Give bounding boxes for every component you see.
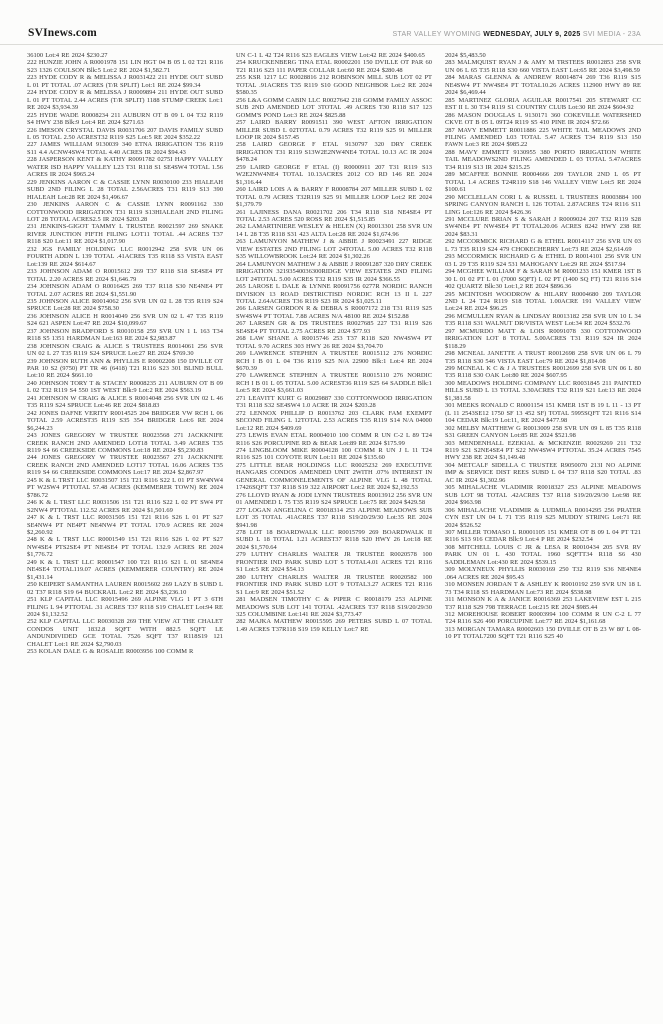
notice-entry: 268 LAW SHANE A R0015746 253 T37 R118 S20 NW4SW4 PT TOTAL 9.70 ACRES 303 HWY 26 RE 2024 $3,704.70 — [236, 335, 432, 350]
notice-entry: 263 LAMUNYON MATHEW J & ABBIE J R0023491 227 RIDGE VIEW ESTATES 2ND FILING LOT 24TOTAL 5.00 ACRES T32 R118 S35 WILLOWBROOK Lot:24 RE 2024 $1,302.26 — [236, 238, 432, 261]
notice-entry: 310 MONSEN JORDAN T & ASHLEY K R0010192 259 SVR UN 18 L 73 T34 R118 S5 HARDMAN Lot:73 RE 2024 $538.98 — [445, 581, 641, 596]
notice-entry: 242 JONES DAFNE VERITY R0014525 204 BRIDGER VW RCH L 06 TOTAL 2.59 ACREST35 R119 S35 354 BRIDGER Lot:6 RE 2024 $6,244.23 — [27, 409, 223, 432]
notice-entry: 292 MCCORMICK RICHARD G & ETHEL R0014117 256 SVR UN 03 L 73 T35 R119 S24 479 CHOKECHERRY Lot:73 RE 2024 $2,614.69 — [445, 238, 641, 253]
notice-entry: 274 LINGBLOOM MIKE R0004128 100 COMM R UN J L 11 T24 R116 S25 101 COYOTE RUN Lot:11 RE 2024 $135.60 — [236, 447, 432, 462]
notice-entry: 269 LAWRENCE STEPHEN A TRUSTEE R0015112 276 NORDIC RCH I B 01 L 04 T36 R119 S25 N/A 22900 Blk:1 Lot:4 RE 2024 $670.39 — [236, 350, 432, 373]
notice-entry: 277 LOGAN ANGELINA C R0018314 253 ALPINE MEADOWS SUB LOT 35 TOTAL .41ACRES T37 R118 S19/20/29/30 Lot:35 RE 2024 $941.98 — [236, 506, 432, 529]
masthead — [28, 27, 641, 39]
notice-entry: 288 MAVY EMMETT 9130955 380 PORTO IRRIGATION WHITE TAIL MEADOWS2ND FILING AMENDED L 03 TOTAL 5.47ACRES T34 R119 S13 IR 2024 $215.25 — [445, 148, 641, 171]
site-name: SVInews.com — [28, 27, 97, 39]
notice-entry: 250 KEIPERT SAMANTHA LAUREN R0015602 269 LAZY B SUBD L 02 T37 R118 S19 64 BUCKRAIL Lot:2 RE 2024 $3,236.10 — [27, 581, 223, 596]
notice-entry: 278 LOT 18 BOARDWALK LLC R0015799 269 BOARDWALK II SUBD L 18 TOTAL 1.21 ACREST37 R118 S20 HWY 26 Lot:18 RE 2024 $1,570.64 — [236, 529, 432, 551]
notice-entry: 272 LENNOX PHILLIP D R0013762 203 CLARK FAM EXEMPT SECOND FILING L 12TOTAL 2.53 ACRES T35 R119 S14 N/A 04000 Lot:12 RE 2024 $409.69 — [236, 409, 432, 432]
notice-entry: 299 MCNEAL K C & J A TRUSTEES R0012699 258 SVR UN 06 L 80 T35 R118 S30 OAK Lot:80 RE 2024 $607.95 — [445, 365, 641, 380]
notice-entry: 267 LARSEN GR & DS TRUSTEES R0027685 227 T31 R119 S26 SE4SE4 PT TOTAL 2.75 ACRES RE 2024 $77.93 — [236, 320, 432, 335]
notice-entry: UN C-1 L 42 T24 R116 S23 EAGLES VIEW Lot:42 RE 2024 $400.65 — [236, 52, 425, 59]
legal-notices — [27, 52, 641, 982]
notice-entry: 298 MCNEAL JANETTE A TRUST R0012698 258 SVR UN 06 L 79 T35 R118 S30 546 VISTA EAST Lot:79 RE 2024 $1,814.08 — [445, 350, 641, 365]
header-divider — [0, 44, 663, 45]
notices-column-3 — [445, 52, 641, 982]
notice-entry: 245 K & L TRST LLC R0031507 151 T21 R116 S22 L 01 PT SW4NW4 PT W2SW4 PTTOTAL 57.48 ACRES (KEMMERER TOWN) RE 2024 $786.72 — [27, 476, 223, 499]
notice-entry: 264 LAMUNYON MATHEW J & ABBIE J R0091287 320 DRY CREEK IRRIGATION 32193540036300RIDGE VIEW ESTATES 2ND FILING LOT 24TOTAL 5.00 ACRES T32 R119 S35 IR 2024 $366.55 — [236, 260, 432, 283]
notice-entry: 291 MCCLURE BRIAN S & SARAH J R0009024 207 T32 R119 S28 SW4NE4 PT NW4SE4 PT TOTAL20.06 ACRES 8242 HWY 238 RE 2024 $83.31 — [445, 215, 641, 238]
notice-entry: 287 MAVY EMMETT R0011886 225 WHITE TAIL MEADOWS 2ND FILING AMENDED L03 TOTAL 5.47 ACRES T34 R119 S13 150 FAWN Lot:3 RE 2024 $985.22 — [445, 126, 641, 149]
notice-entry: 307 MILLER TOMASO L R0001105 151 KMER OT B 09 L 04 PT T21 R116 S13 916 CEDAR Blk:9 Lot:4 P RE 2024 $232.54 — [445, 529, 641, 544]
notice-entry: 266 LARSEN GORDON R & DEBRA S R0007172 218 T31 R119 S25 SW4SW4 PT TOTAL 7.88 ACRES N/A 48100 RE 2024 $152.88 — [236, 305, 432, 320]
notice-entry: 239 JOHNSON RUTH ANN & PHYLLIS E R0002208 150 DVILLE OT PAR 10 S2 (9750) PT TR 46 (6418) T21 R116 S23 301 BLIND BULL Lot:10 RE 2024 $661.10 — [27, 357, 223, 380]
notice-entry: 293 MCCORMICK RICHARD G & ETHEL D R0014101 256 SVR UN 03 L 29 T35 R119 S24 531 MAHOGANY Lot:29 RE 2024 $517.94 — [445, 253, 641, 268]
publication-location: STAR VALLEY WYOMING — [392, 31, 481, 38]
notice-entry: 230 JENKINS AARON C & CASSIE LYNN R0091162 330 COTTONWOOD IRRIGATION T31 R119 S13HIALEAH 2ND FILING LOT 28 TOTAL ACRES2.5 IR 2024 $203.28 — [27, 201, 223, 223]
notice-entry: 225 HYDE WADE R0008234 211 AUBURN OT B 09 L 04 T32 R119 S4 HWY 238 Blk:9 Lot:4 RE 2024 $271.63 — [27, 111, 223, 127]
notice-entry: 285 MARTINEZ GLORIA AGUILAR R0017541 205 STEWART CC EST II L 30 T34 R119 S1 COUNTRY CLUB Lot:30 RE 2024 $604.92 — [445, 96, 641, 112]
notice-entry: 234 JOHNSON ADAM O R0016425 269 T37 R118 S30 NE4NE4 PT TOTAL 2.07 ACRES RE 2024 $1,551.90 — [27, 283, 223, 298]
notice-entry: 246 K & L TRST LLC R0031506 151 T21 R116 S22 L 02 PT SW4 PT S2NW4 PTTOTAL 112.52 ACRES RE 2024 $1,501.69 — [27, 499, 223, 514]
notice-entry: 241 JOHNSON W CRAIG & ALICE S R0014048 256 SVR UN 02 L 46 T35 R119 S24 SPRUCE Lot:46 RE 2024 $818.83 — [27, 394, 223, 410]
notice-entry: 261 LAJINESS DANA R0021702 206 T34 R118 S18 NE4SE4 PT TOTAL 2.53 ACRES 520 ROSS RE 2024 $1,515.85 — [236, 208, 432, 223]
notice-entry: 303 MENDENHALL EZEKIAL & MCKENZIE R0029269 211 T32 R119 S21 S2NE4SE4 PT S22 NW4SW4 PTTOTAL 35.24 ACRES 7545 HWY 238 RE 2024 $1,149.48 — [445, 439, 641, 462]
notice-entry: 282 MAJKA MATHEW R0015595 269 PETERS SUBD L 07 TOTAL 1.49 ACRES T37R118 S19 159 KELLY Lot:7 RE — [236, 618, 432, 633]
publication-date: WEDNESDAY, JULY 9, 2025 — [483, 31, 581, 38]
notice-entry: 294 MCGHEE WILLIAM F & SARAH M R0001233 151 KMER 1ST B 30 L 01 02 PT L 01 (7000 SQFT) L 02 PT (1400 SQ FT) T21 R116 S14 402 QUARTZ Blk:30 Lot:1,2 RE 2024 $896.36 — [445, 268, 641, 291]
notice-entry: 306 MIHALACHE VLADIMIR & LUDMILA R0014295 256 PRATER CYN EST UN 04 L 71 T35 R119 S25 MUDDY STRING Lot:71 RE 2024 $526.52 — [445, 506, 641, 529]
publication-line — [392, 31, 641, 38]
notice-entry: 227 JAMES WILLIAM 9130039 340 ETNA IRRIGATION T36 R119 S11 4.4 ACNW4SW4 TOTAL 4.40 ACRES IR 2024 $94.43 — [27, 141, 223, 156]
notice-entry: 257 LAIRD BARRY R0091511 390 WEST AFTON IRRIGATION MILLER SUBD L 02TOTAL 0.79 ACRES T32 R119 S25 91 MILLER LOOP IR 2024 $157.45 — [236, 119, 432, 141]
notice-entry: 2024 $5,483.50 — [445, 52, 486, 59]
notice-entry: 240 JOHNSON TORY T & STACEY R0008235 211 AUBURN OT B 09 L 02 T32 R119 S4 550 1ST WEST Blk:9 Lot:2 RE 2024 $563.19 — [27, 379, 223, 395]
notice-entry: 36100 Lot:4 RE 2024 $230.27 — [27, 52, 108, 59]
notice-entry: 251 KLP CAPITAL LLC R0015496 269 ALPINE VLG 1 PT 3 6TH FILING L 94 PTTOTAL .31 ACRES T37 R118 S19 CHALET Lot:94 RE 2024 $1,132.52 — [27, 596, 223, 618]
notice-entry: 289 MCAFFEE BONNIE R0004666 209 TAYLOR 2ND L 05 PT TOTAL 1.4 ACRES T24R119 S18 146 VALLEY VIEW Lot:5 RE 2024 $100.61 — [445, 171, 641, 194]
notice-entry: 309 MOLYNEUX PHYLLIS R0030169 250 T32 R119 S36 NE4NE4 .064 ACRES RE 2024 $95.43 — [445, 566, 641, 581]
notice-entry: 224 HYDE CODY R & MELISSA J R0009894 211 HYDE OUT SUBD L 01 PT TOTAL 2.44 ACRES (T/R SPLIT) 1188 STUMP CREEK Lot:1 RE 2024 $3,934.39 — [27, 89, 223, 112]
notice-entry: 284 MARAS GLENNA & ANDREW R0014874 269 T36 R119 S15 NE4SW4 PT NW4SE4 PT TOTAL10.26 ACRES 112900 HWY 89 RE 2024 $6,469.44 — [445, 74, 641, 97]
notice-entry: 235 JOHNSON ALICE R0014062 256 SVR UN 02 L 28 T35 R119 S24 SPRUCE Lot:28 RE 2024 $758.30 — [27, 297, 223, 313]
notice-entry: 295 MCINTOSH WOODROW & HILARY R0004680 209 TAYLOR 2ND L 24 T24 R119 S18 TOTAL 1.00ACRE 191 VALLEY VIEW Lot:24 RE 2024 $96.25 — [445, 290, 641, 313]
notice-entry: 290 MCCLELLAN CORI L & RUSSEL L TRUSTEES R0003884 100 SPRING CANYON RANCH L 126 TOTAL 2.87ACRES T24 R116 S11 LING Lot:126 RE 2024 $426.36 — [445, 193, 641, 216]
notice-entry: 258 LAIRD GEORGE F ETAL 9130797 320 DRY CREEK IRRIGATION T31 R119 S13W2E2NW4NE4 TOTAL 10.13 AC IR 2024 $478.24 — [236, 141, 432, 164]
notice-entry: 248 K & L TRST LLC R0001549 151 T21 R116 S26 L 02 PT S27 NW4SE4 PTS2SE4 PT NE4SE4 PT TOTAL 132.9 ACRES RE 2024 $1,776.72 — [27, 536, 223, 559]
notice-entry: 311 MONSON K A & JANICE R0016369 253 LAKEVIEW EST L 215 T37 R118 S29 798 TERRACE Lot:215 RE 2024 $985.44 — [445, 596, 641, 611]
notice-entry: 300 MEADOWS HOLDING COMPANY LLC R0031845 211 PAINTED HILLS SUBD L 13 TOTAL 3.30ACRES T32 R119 S21 Lot:13 RE 2024 $1,381.58 — [445, 379, 641, 402]
notice-entry: 265 LAROSE L DALE & LYNNE R0091756 0277R NORDIC RANCH DIVISION 13 ROAD DISTRICTISD NORDIC RCH 13 II L 227 TOTAL 2.64ACRES T36 R119 S23 IR 2024 $1,025.11 — [236, 283, 432, 305]
notices-column-1 — [27, 52, 223, 982]
publication-edition: SVI MEDIA - 23A — [582, 31, 641, 38]
notice-entry: 304 METCALF SIDELLA C TRUSTEE R9050070 213I NO ALPINE IMP & SERVICE DIST REES SUBD L 04 T37 R118 S20 TOTAL .83 AC IR 2024 $1,302.96 — [445, 461, 641, 484]
notice-entry: 228 JASPERSON KENT & KATHY R0091782 0275I HAPPY VALLEY WATER ISD HAPPY VALLEY L23 T31 R118 S1 SE4SW4 TOTAL 1.56 ACRES IR 2024 $965.24 — [27, 156, 223, 179]
notice-entry: 252 KLP CAPITAL LLC R0030328 269 THE VIEW AT THE CHALET CONDOS UNIT 1832.8 SQFT WITH 882.5 SQFT LE ANDUNDIVIDED GCE TOTAL 7526 SQFT T37 R118S19 121 CHALET Lot:1 RE 2024 $2,790.03 — [27, 618, 223, 648]
notice-entry: 262 LAMARTINIERE WESLEY & HELEN (X) R0013301 258 SVR UN 14 L 28 T35 R118 S31 423 ALTA Lot:28 RE 2024 $1,674.96 — [236, 223, 432, 238]
notice-entry: 255 KSR 1217 LC R0028816 212 ROBINSON MILL SUB LOT 02 PT TOTAL .91ACRES T35 R119 S10 GOOD NEIGHBOR Lot:2 RE 2024 $580.35 — [236, 74, 432, 97]
notice-entry: 270 LAWRENCE STEPHEN A TRUSTEE R0015110 276 NORDIC RCH I B 01 L 05 TOTAL 5.00 ACREST36 R119 S25 64 SADDLE Blk:1 Lot:5 RE 2024 $3,661.03 — [236, 372, 432, 395]
notice-entry: 275 LITTLE BEAR HOLDINGS LLC R0025232 269 EXECUTIVE HANGARS CONDOS AMENDED UNIT 2WITH .07% INTEREST IN GENERAL COMMONELEMENTS OF ALPINE VLG L 48 TOTAL 17426SQFT T37 R118 S19 322 AIRPORT Lot:2 RE 2024 $2,192.53 — [236, 461, 432, 492]
notice-entry: 229 JENKINS AARON C & CASSIE LYNN R0030100 233 HIALEAH SUBD 2ND FILING L 28 TOTAL 2.56ACRES T31 R119 S13 390 HIALEAH Lot:28 RE 2024 $1,496.67 — [27, 178, 223, 201]
notice-entry: 286 MASON DOUGLAS L 9130171 360 COKEVILLE WATERSHED CKVE OT B 05 L 09T24 R119 S5 410 PINE IR 2024 $72.66 — [445, 111, 641, 127]
notice-entry: 308 MITCHELL LOUIS C JR & LESA R R0010434 205 SVR RV PARK UN 01 L 430 TOTAL 1960 SQFTT34 R118 S6 430 SADDLEMAN Lot:430 RE 2024 $539.15 — [445, 543, 641, 566]
notice-entry: 312 MOREHOUSE ROBERT R0003994 100 COMM R UN C-2 L 77 T24 R116 S26 490 PORCUPINE Lot:77 RE 2024 $1,161.68 — [445, 610, 641, 626]
notice-entry: 232 JGS FAMILY HOLDING LLC R0012942 258 SVR UN 06 FOURTH ADDN L 139 TOTAL .41ACRES T35 R118 S3 VISTA EAST Lot:139 RE 2024 $614.67 — [27, 245, 223, 268]
notice-entry: 256 L&A GOMM CABIN LLC R0027642 218 GOMM FAMILY ASSOC SUB 2ND AMENDED LOT 3TOTAL .49 ACRES T30 R118 S17 123 GOMM'S POND Lot:3 RE 2024 $825.88 — [236, 96, 432, 119]
notice-entry: 223 HYDE CODY R & MELISSA J R0031422 211 HYDE OUT SUBD L 01 PT TOTAL .07 ACRES (T/R SPLIT) Lot:1 RE 2024 $99.34 — [27, 74, 223, 89]
notice-entry: 271 LEAVITT KURT G R0029887 330 COTTONWOOD IRRIGATION T31 R118 S32 SE4SW4 1.0 ACRE IR 2024 $203.28 — [236, 394, 432, 410]
notice-entry: 305 MIHALACHE VLADIMIR R0018327 253 ALPINE MEADOWS SUB LOT 98 TOTAL .42ACRES T37 R118 S19/20/29/30 Lot:98 RE 2024 $963.98 — [445, 484, 641, 507]
notice-entry: 244 JONES GREGORY W TRUSTEE R0023567 271 JACKKNIFE CREEK RANCH 2ND AMENDED LOT17 TOTAL 16.06 ACRES T35 R119 S4 66 CREEKSIDE COMMONS Lot:17 RE 2024 $2,867.97 — [27, 454, 223, 477]
notice-entry: 302 MELBY MATTHEW G R0013009 258 SVR UN 09 L 85 T35 R118 S31 GREEN CANYON Lot:85 RE 2024 $521.98 — [445, 424, 641, 440]
notice-entry: 249 K & L TRST LLC R0001547 100 T21 R116 S21 L 01 SE4NE4 NE4SE4 TOTAL119.07 ACRES (KEMMERER COUNTRY) RE 2024 $1,431.14 — [27, 558, 223, 581]
notice-entry: 233 JOHNSON ADAM O R0015612 269 T37 R118 S18 SE4SE4 PT TOTAL 2.20 ACRES RE 2024 $1,646.79 — [27, 268, 223, 283]
notice-entry: 253 KOLAN DALE G & ROSALIE R0003956 100 COMM R — [27, 648, 194, 656]
notices-column-2 — [236, 52, 432, 982]
notice-entry: 237 JOHNSON BRADFORD S R0010158 259 SVR UN 1 L 163 T34 R118 S5 1351 HARDMAN Lot:163 RE 2024 $2,983.87 — [27, 327, 223, 343]
notice-entry: 247 K & L TRST LLC R0031505 151 T21 R116 S26 L 01 PT S27 SE4NW4 PT NE4PT NE4NW4 PT TOTAL 170.9 ACRES RE 2024 $2,260.92 — [27, 514, 223, 536]
notice-entry: 226 IMESON CRYSTAL DAVIS R0031706 207 DAVIS FAMILY SUBD L 05 TOTAL 2.50 ACREST32 R119 S25 Lot:5 RE 2024 $352.22 — [27, 126, 223, 141]
notice-entry: 259 LAIRD GEORGE F ETAL (I) R0000911 207 T31 R119 S13 W2E2NW4NE4 TOTAL 10.13ACRES 2012 CO RD 146 RE 2024 $1,316.44 — [236, 163, 432, 186]
notice-entry: 260 LAIRD LOIS A & BARRY F R0008784 207 MILLER SUBD L 02 TOTAL 0.79 ACRES T32R119 S25 91 MILLER LOOP Lot:2 RE 2024 $1,379.79 — [236, 186, 432, 209]
notice-entry: 236 JOHNSON ALICE H R0014049 256 SVR UN 02 L 47 T35 R119 S24 621 ASPEN Lot:47 RE 2024 $10,099.67 — [27, 312, 223, 328]
notice-entry: 231 JENKINS-GIGOT TAMMY L TRUSTEE R0021597 269 SNAKE RIVER JUNCTION FIFTH FILING LOT11 TOTAL .44 ACRES T37 R118 S20 Lot:11 RE 2024 $1,017.90 — [27, 223, 223, 246]
notice-entry: 238 JOHNSON CRAIG & ALICE S TRUSTEES R0014061 256 SVR UN 02 L 27 T35 R119 S24 SPRUCE Lot:27 RE 2024 $769.30 — [27, 342, 223, 358]
notice-entry: 297 MCMURDO MATT & LOIS R0091078 330 COTTONWOOD IRRIGATION LOT 8 TOTAL 5.00ACRES T31 R119 S24 IR 2024 $118.29 — [445, 327, 641, 350]
notice-entry: 301 MEEKS RONALD C R0001154 151 KMER 1ST B 19 L 11 - 13 PT (L 11 2543SE12 1750 SF 13 452 SF) TOTAL 5995SQFT T21 R116 S14 104 CEDAR Blk:19 Lot:11, RE 2024 $477.98 — [445, 402, 641, 425]
notice-entry: 296 MCMULLEN RYAN & LINDSAY R0013182 258 SVR UN 10 L 34 T35 R118 S31 WALNUT DR/VISTA WEST Lot:34 RE 2024 $532.76 — [445, 312, 641, 328]
notice-entry: 222 HUNZIE JOHN A R0001978 151 LIN HGT 04 B 05 L 02 T21 R116 S23 1326 COULSON Blk:5 Lot:2 RE 2024 $1,582.71 — [27, 59, 223, 74]
notice-entry: 273 LEWIS EVAN ETAL R0004010 100 COMM R UN C-2 L 89 T24 R116 S26 PORCUPINE RD & BEAR Lot:89 RE 2024 $175.99 — [236, 432, 432, 447]
notice-entry: 281 MADSEN TIMOTHY C & PIPER C R0018179 253 ALPINE MEADOWS SUB LOT 141 TOTAL .42ACRES T37 R118 S19/20/29/30 325 COLUMBINE Lot:141 RE 2024 $3,773.47 — [236, 596, 432, 618]
notice-entry: 283 MALMQUIST RYAN J & AMY M TRSTEES R0012853 258 SVR UN 06 L 65 T35 R118 S30 660 VISTA EAST Lot:65 RE 2024 $3,498.59 — [445, 59, 641, 74]
notice-entry: 276 LLOYD RYAN & JODI LYNN TRUSTEES R0013912 256 SVR UN 01 AMENDED L 75 T35 R119 S24 SPRUCE Lot:75 RE 2024 $429.58 — [236, 491, 432, 507]
notice-entry: 280 LUTHY CHARLES WALTER JR TRUSTEE R0020582 100 FRONTIER IND PARK SUBD LOT 9 TOTAL3.27 ACRES T21 R116 S1 Lot:9 RE 2024 $51.52 — [236, 573, 432, 596]
notice-entry: 313 MORGAN TAMARA R0002603 150 DVILLE OT B 23 W 80' L 08-10 PT TOTAL7200 SQFT T21 R116 S25 40 — [445, 625, 641, 641]
notice-entry: 243 JONES GREGORY W TRUSTEE R0023568 271 JACKKNIFE CREEK RANCH 2ND AMENDED LOT18 TOTAL 3.49 ACRES T35 R119 S4 66 CREEKSIDE COMMONS Lot:18 RE 2024 $5,230.83 — [27, 432, 223, 455]
notice-entry: 254 KRUCKENBERG TINA ETAL R0002201 150 DVILLE OT PAR 60 T21 R116 S23 111 PAPER COLLAR Lot:60 RE 2024 $280.48 — [236, 59, 432, 74]
notice-entry: 279 LUTHY CHARLES WALTER JR TRUSTEE R0020578 100 FRONTIER IND PARK SUBD LOT 5 TOTAL4.01 ACRES T21 R116 S1 Lot:5 RE 2024 $54.13 — [236, 551, 432, 574]
